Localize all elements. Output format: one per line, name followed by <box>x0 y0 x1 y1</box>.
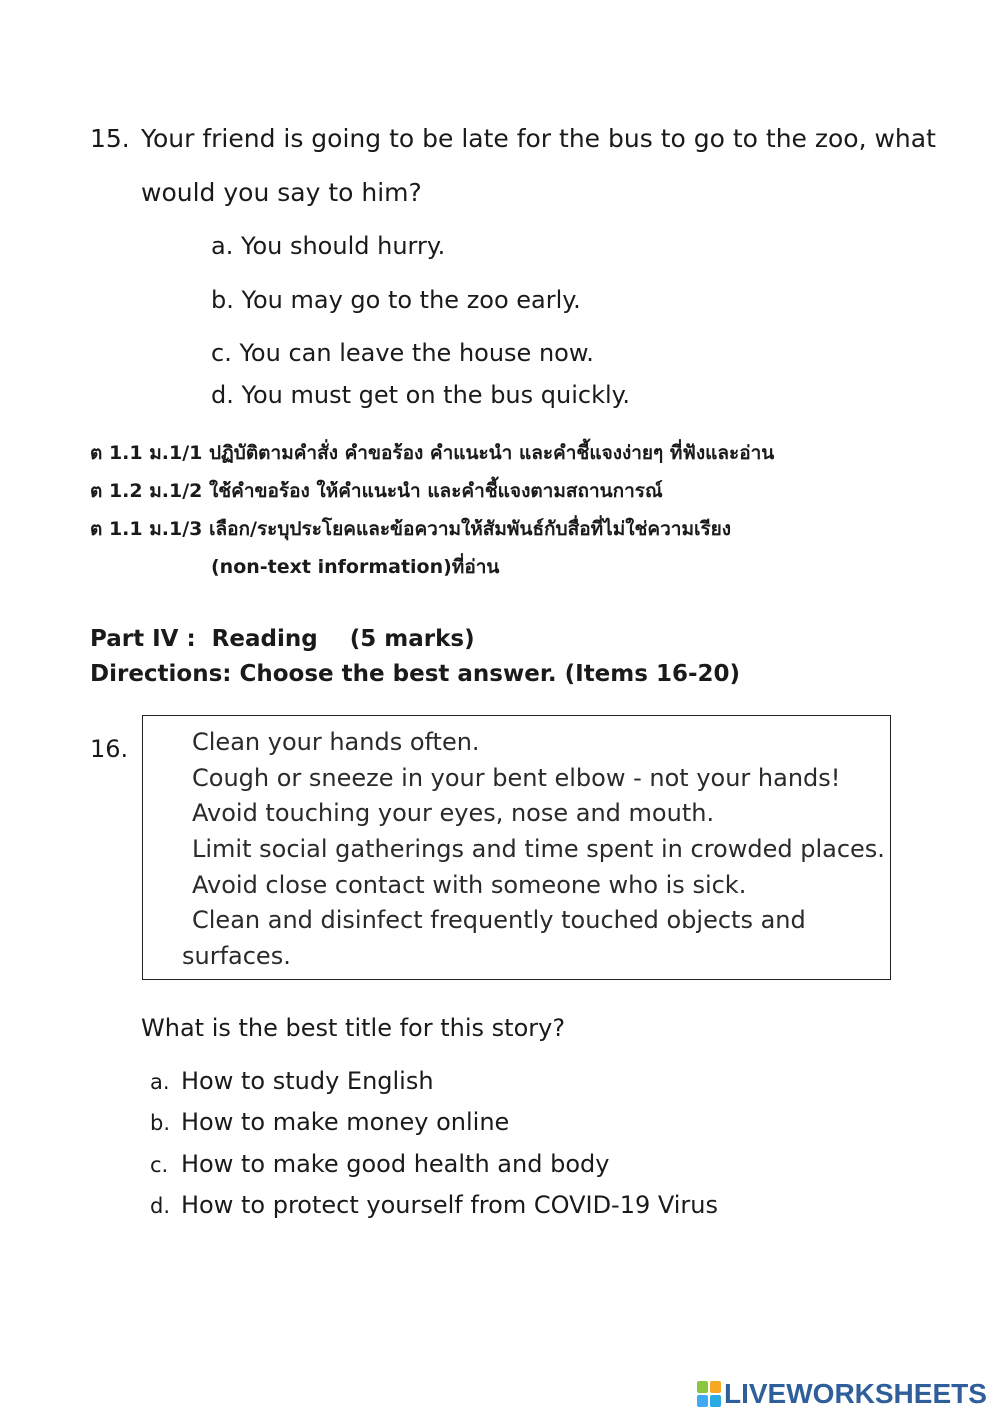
liveworksheets-logo <box>697 1378 987 1410</box>
liveworksheets-logo-text: LIVEWORKSHEETS <box>724 1378 987 1409</box>
question-15-option-d: d. You must get on the bus quickly. <box>211 381 631 409</box>
question-16-option-a-text: How to study English <box>181 1067 434 1095</box>
question-16-option-d-text: How to protect yourself from COVID-19 Virus <box>181 1191 719 1219</box>
standard-line-1: ต 1.1 ม.1/1 ปฏิบัติตามคำสั่ง คำขอร้อง คำแนะนำ และคำชี้แจงง่ายๆ ที่ฟังและอ่าน <box>90 442 775 464</box>
standard-line-2: ต 1.2 ม.1/2 ใช้คำขอร้อง ให้คำแนะนำ และคำชี้แจงตามสถานการณ์ <box>90 480 663 502</box>
standard-line-4: (non-text information)ที่อ่าน <box>211 556 500 578</box>
question-16-option-b-text: How to make money online <box>181 1108 510 1136</box>
part-title: Part IV : Reading (5 marks) <box>90 626 475 652</box>
question-16-option-c-letter: c. <box>150 1153 169 1177</box>
standard-line-3: ต 1.1 ม.1/3 เลือก/ระบุประโยคและข้อความให้สัมพันธ์กับสื่อที่ไม่ใช่ความเรียง <box>90 518 732 540</box>
question-15-number: 15. <box>90 124 130 153</box>
part-directions: Directions: Choose the best answer. (Items 16-20) <box>90 661 741 687</box>
liveworksheets-logo-icon <box>697 1381 721 1407</box>
question-15-text-line1: Your friend is going to be late for the bus to go to the zoo, what <box>141 124 936 153</box>
question-15-text-line2: would you say to him? <box>141 178 422 207</box>
passage-line-4: Limit social gatherings and time spent in crowded places. <box>192 835 885 863</box>
passage-line-3: Avoid touching your eyes, nose and mouth. <box>192 799 715 827</box>
question-15-option-c: c. You can leave the house now. <box>211 339 594 367</box>
passage-box <box>142 715 891 980</box>
question-16-option-b-letter: b. <box>150 1111 171 1135</box>
question-16-prompt: What is the best title for this story? <box>141 1014 566 1042</box>
question-16-number: 16. <box>90 735 129 763</box>
passage-line-6: Clean and disinfect frequently touched objects and <box>192 906 806 934</box>
question-15-option-a: a. You should hurry. <box>211 232 446 260</box>
passage-line-1: Clean your hands often. <box>192 728 480 756</box>
passage-line-7: surfaces. <box>182 942 291 970</box>
question-16-option-c-text: How to make good health and body <box>181 1150 610 1178</box>
passage-line-5: Avoid close contact with someone who is sick. <box>192 871 747 899</box>
question-16-option-d-letter: d. <box>150 1194 171 1218</box>
passage-line-2: Cough or sneeze in your bent elbow - not your hands! <box>192 764 841 792</box>
question-15-option-b: b. You may go to the zoo early. <box>211 286 581 314</box>
question-16-option-a-letter: a. <box>150 1070 170 1094</box>
